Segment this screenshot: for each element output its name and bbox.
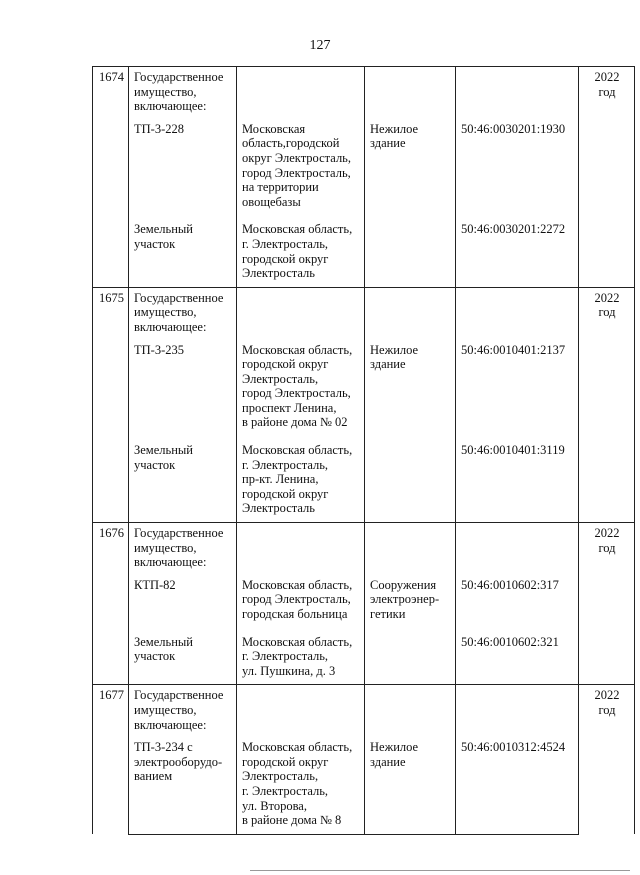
- item-address: Московская область, г. Электросталь, пр-кт. Ленина, городской округ Электросталь: [237, 430, 365, 522]
- item-address: Московская область, г. Электросталь, ул. Пушкина, д. 3: [237, 622, 365, 685]
- table-row: [93, 114, 635, 210]
- item-name: ТП-3-228: [129, 114, 237, 210]
- registry-table: [92, 66, 635, 835]
- table-row: [93, 430, 635, 522]
- record-title: Государственное имущество, включающее:: [129, 67, 237, 114]
- table-row: [93, 570, 635, 622]
- record-number: 1675: [93, 287, 129, 522]
- item-name: КТП-82: [129, 570, 237, 622]
- item-type: [365, 209, 456, 287]
- item-name: ТП-3-235: [129, 335, 237, 431]
- item-cadastral-number: 50:46:0010602:321: [456, 622, 579, 685]
- record-number: 1674: [93, 67, 129, 288]
- table-row: [93, 287, 635, 334]
- item-type: Сооружения электроэнер- гетики: [365, 570, 456, 622]
- item-name: Земельный участок: [129, 209, 237, 287]
- record-number: 1677: [93, 685, 129, 834]
- record-number: 1676: [93, 523, 129, 685]
- item-name: Земельный участок: [129, 430, 237, 522]
- item-address: Московская область,городской округ Электросталь, город Электросталь, на территории овощебазы: [237, 114, 365, 210]
- item-type: Нежилое здание: [365, 732, 456, 834]
- item-cadastral-number: 50:46:0030201:2272: [456, 209, 579, 287]
- item-cadastral-number: 50:46:0010401:2137: [456, 335, 579, 431]
- item-type: Нежилое здание: [365, 114, 456, 210]
- item-address: Московская область, городской округ Электросталь, город Электросталь, проспект Ленина, в районе дома № 02: [237, 335, 365, 431]
- record-year: 2022 год: [579, 523, 635, 685]
- table-row: [93, 685, 635, 732]
- item-type: [365, 622, 456, 685]
- scan-edge-line: [250, 870, 630, 871]
- record-title: Государственное имущество, включающее:: [129, 523, 237, 570]
- record-title: Государственное имущество, включающее:: [129, 287, 237, 334]
- table-row: [93, 622, 635, 685]
- table-row: [93, 335, 635, 431]
- record-year: 2022 год: [579, 67, 635, 288]
- item-type: Нежилое здание: [365, 335, 456, 431]
- item-name: ТП-3-234 с электрооборудо- ванием: [129, 732, 237, 834]
- record-year: 2022 год: [579, 287, 635, 522]
- record-title: Государственное имущество, включающее:: [129, 685, 237, 732]
- record-year: 2022 год: [579, 685, 635, 834]
- item-type: [365, 430, 456, 522]
- table-row: [93, 523, 635, 570]
- table-row: [93, 209, 635, 287]
- item-cadastral-number: 50:46:0010312:4524: [456, 732, 579, 834]
- item-address: Московская область, город Электросталь, городская больница: [237, 570, 365, 622]
- item-cadastral-number: 50:46:0030201:1930: [456, 114, 579, 210]
- item-address: Московская область, г. Электросталь, городской округ Электросталь: [237, 209, 365, 287]
- item-address: Московская область, городской округ Электросталь, г. Электросталь, ул. Второва, в районе дома № 8: [237, 732, 365, 834]
- table-row: [93, 67, 635, 114]
- item-cadastral-number: 50:46:0010401:3119: [456, 430, 579, 522]
- page-number: 127: [309, 38, 331, 53]
- table-row: [93, 732, 635, 834]
- item-name: Земельный участок: [129, 622, 237, 685]
- item-cadastral-number: 50:46:0010602:317: [456, 570, 579, 622]
